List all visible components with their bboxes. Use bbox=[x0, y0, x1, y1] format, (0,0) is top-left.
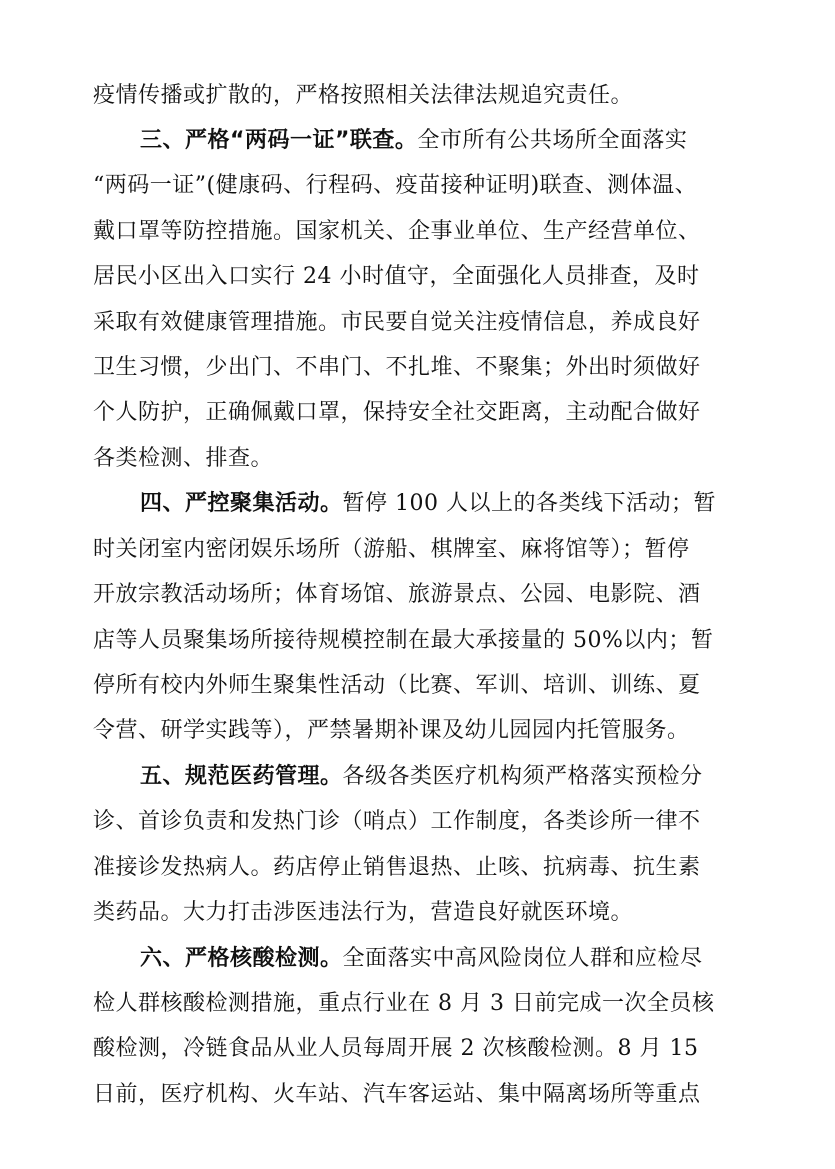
text-line: 戴口罩等防控措施。国家机关、企事业单位、生产经营单位、 bbox=[93, 219, 701, 244]
text-line: 检人群核酸检测措施，重点行业在 8 月 3 日前完成一次全员核 bbox=[93, 991, 715, 1016]
section-heading: 五、规范医药管理。 bbox=[140, 764, 343, 789]
text-line: 疫情传播或扩散的，严格按照相关法律法规追究责任。 bbox=[93, 83, 634, 108]
section-heading: 四、严控聚集活动。 bbox=[140, 491, 343, 516]
section-3-heading-line: 三、严格“两码一证”联查。全市所有公共场所全面落实 bbox=[140, 128, 688, 153]
section-heading: 六、严格核酸检测。 bbox=[140, 946, 343, 971]
text-line: 日前，医疗机构、火车站、汽车客运站、集中隔离场所等重点 bbox=[93, 1082, 701, 1107]
section-5-heading-line: 五、规范医药管理。各级各类医疗机构须严格落实预检分 bbox=[140, 764, 703, 789]
text-line: 采取有效健康管理措施。市民要自觉关注疫情信息，养成良好 bbox=[93, 310, 701, 335]
text-line: “两码一证”(健康码、行程码、疫苗接种证明)联查、测体温、 bbox=[93, 173, 698, 198]
section-heading: 三、严格“两码一证”联查。 bbox=[140, 128, 418, 153]
text-line: 个人防护，正确佩戴口罩，保持安全社交距离，主动配合做好 bbox=[93, 400, 701, 425]
text-line: 停所有校内外师生聚集性活动（比赛、军训、培训、训练、夏 bbox=[93, 673, 701, 698]
text-line: 开放宗教活动场所；体育场馆、旅游景点、公园、电影院、酒 bbox=[93, 582, 701, 607]
text-line: 准接诊发热病人。药店停止销售退热、止咳、抗病毒、抗生素 bbox=[93, 855, 701, 880]
section-6-heading-line: 六、严格核酸检测。全面落实中高风险岗位人群和应检尽 bbox=[140, 946, 703, 971]
text-line: 令营、研学实践等），严禁暑期补课及幼儿园园内托管服务。 bbox=[93, 718, 690, 743]
text-line: 诊、首诊负责和发热门诊（哨点）工作制度，各类诊所一律不 bbox=[93, 809, 701, 834]
text-line: 店等人员聚集场所接待规模控制在最大承接量的 50%以内；暂 bbox=[93, 628, 714, 653]
text-line: 类药品。大力打击涉医违法行为，营造良好就医环境。 bbox=[93, 900, 634, 925]
text-line: 酸检测，冷链食品从业人员每周开展 2 次核酸检测。8 月 15 bbox=[93, 1036, 699, 1061]
text-line: 卫生习惯，少出门、不串门、不扎堆、不聚集；外出时须做好 bbox=[93, 355, 701, 380]
text-line: 时关闭室内密闭娱乐场所（游船、棋牌室、麻将馆等）；暂停 bbox=[93, 537, 690, 562]
text-line: 居民小区出入口实行 24 小时值守，全面强化人员排查，及时 bbox=[93, 264, 700, 289]
text-line: 各类检测、排查。 bbox=[93, 446, 274, 471]
section-4-heading-line: 四、严控聚集活动。暂停 100 人以上的各类线下活动；暂 bbox=[140, 491, 716, 516]
